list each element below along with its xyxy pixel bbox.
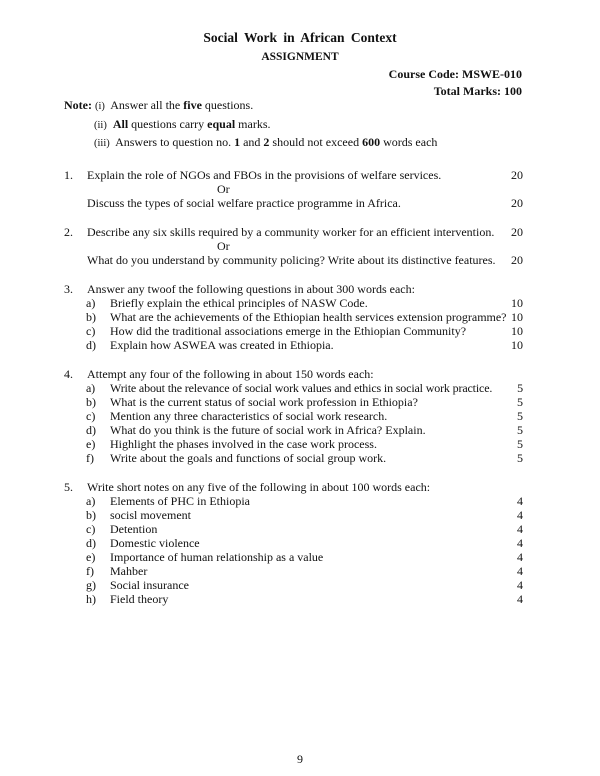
question-intro: Answer any twoof the following questions in about 300 words each: [87, 282, 415, 296]
sub-question-text: What is the current status of social work profession in Ethiopia? [110, 395, 418, 409]
sub-question-label: b) [86, 310, 96, 324]
question-2-or [0, 239, 600, 254]
note-bold: All [112, 117, 129, 131]
sub-question-label: a) [86, 381, 96, 395]
sub-question-marks: 4 [517, 508, 523, 522]
sub-question-label: a) [86, 296, 96, 310]
sub-question-label: d) [86, 536, 96, 550]
sub-question-label: b) [86, 508, 96, 522]
question-4 [0, 367, 600, 382]
sub-question-text: Write about the goals and functions of social group work. [110, 451, 387, 465]
sub-question-text: Mention any three characteristics of social work research. [110, 409, 388, 423]
sub-question-marks: 4 [517, 592, 523, 606]
question-2-alt [0, 253, 600, 268]
note-label: Note: [64, 98, 92, 112]
sub-question [0, 451, 600, 466]
question-3 [0, 282, 600, 297]
sub-question [0, 409, 600, 424]
sub-question-label: e) [86, 437, 96, 451]
note-bold: 1 [234, 135, 241, 149]
note-item-3 [94, 135, 437, 151]
note-bold: five [183, 98, 202, 112]
or-label: Or [217, 182, 230, 196]
question-5 [0, 480, 600, 495]
sub-question-text: Detention [110, 522, 158, 536]
sub-question [0, 550, 600, 565]
note-roman: (i) [94, 101, 105, 112]
course-code: Course Code: MSWE-010 [388, 67, 522, 81]
question-intro: Write short notes on any five of the following in about 100 words each: [87, 480, 431, 494]
sub-question [0, 423, 600, 438]
sub-question-label: b) [86, 395, 96, 409]
note-text: Answers to question no. [115, 135, 235, 149]
sub-question [0, 564, 600, 579]
sub-question [0, 578, 600, 593]
sub-question-text: Write about the relevance of social work values and ethics in social work practice. [110, 381, 493, 395]
sub-question-text: Field theory [110, 592, 169, 606]
question-1-alt [0, 196, 600, 211]
note-text: words each [380, 135, 438, 149]
note-bold: equal [207, 117, 236, 131]
note-text: questions carry [128, 117, 208, 131]
question-text: Explain the role of NGOs and FBOs in the provisions of welfare services. [87, 168, 442, 182]
sub-question-text: Briefly explain the ethical principles of NASW Code. [110, 296, 368, 310]
sub-question-marks: 4 [517, 494, 523, 508]
sub-question-text: Highlight the phases involved in the case work process. [110, 437, 377, 451]
sub-question-label: f) [86, 451, 94, 465]
question-number: 3. [64, 282, 73, 296]
sub-question-marks: 4 [517, 578, 523, 592]
document-title: Social Work in African Context [203, 30, 397, 45]
sub-question-label: g) [86, 578, 96, 592]
note-roman: (ii) [94, 120, 107, 131]
question-number: 1. [64, 168, 73, 182]
question-number: 2. [64, 225, 73, 239]
sub-question-label: f) [86, 564, 94, 578]
question-marks: 20 [511, 196, 523, 210]
note-text: should not exceed [269, 135, 363, 149]
note-item-2 [94, 117, 271, 133]
sub-question-label: d) [86, 423, 96, 437]
question-marks: 20 [511, 225, 523, 239]
sub-question [0, 494, 600, 509]
sub-question-marks: 5 [517, 437, 523, 451]
sub-question-label: d) [86, 338, 96, 352]
sub-question-text: socisl movement [110, 508, 191, 522]
question-number: 4. [64, 367, 73, 381]
note-bold: 2 [263, 135, 270, 149]
sub-question-text: Importance of human relationship as a value [110, 550, 324, 564]
document-subtitle: ASSIGNMENT [261, 51, 339, 63]
sub-question-marks: 10 [511, 310, 523, 324]
note-item-1 [64, 98, 253, 114]
sub-question-marks: 4 [517, 564, 523, 578]
sub-question-text: Social insurance [110, 578, 189, 592]
question-text: Describe any six skills required by a community worker for an efficient intervention. [87, 225, 495, 239]
sub-question-label: c) [86, 409, 96, 423]
sub-question-marks: 10 [511, 338, 523, 352]
question-2 [0, 225, 600, 240]
question-1-or [0, 182, 600, 197]
note-text: Answer all the [110, 98, 184, 112]
sub-question-label: h) [86, 592, 96, 606]
sub-question-marks: 5 [517, 395, 523, 409]
sub-question-marks: 5 [517, 423, 523, 437]
sub-question [0, 592, 600, 607]
sub-question-marks: 4 [517, 522, 523, 536]
sub-question [0, 310, 600, 325]
sub-question [0, 338, 600, 353]
sub-question-text: Explain how ASWEA was created in Ethiopia. [110, 338, 334, 352]
note-text: and [240, 135, 264, 149]
total-marks: Total Marks: 100 [433, 84, 522, 98]
question-text: Discuss the types of social welfare practice programme in Africa. [87, 196, 401, 210]
sub-question-marks: 4 [517, 536, 523, 550]
sub-question-marks: 10 [511, 296, 523, 310]
sub-question [0, 536, 600, 551]
note-roman: (iii) [94, 138, 110, 149]
sub-question [0, 437, 600, 452]
sub-question-text: What are the achievements of the Ethiopian health services extension programme? [110, 310, 507, 324]
sub-question-label: c) [86, 324, 96, 338]
question-intro: Attempt any four of the following in about 150 words each: [87, 367, 374, 381]
question-marks: 20 [511, 168, 523, 182]
sub-question [0, 508, 600, 523]
note-bold: 600 [362, 135, 381, 149]
sub-question-marks: 10 [511, 324, 523, 338]
sub-question [0, 395, 600, 410]
sub-question-marks: 4 [517, 550, 523, 564]
note-text: questions. [201, 98, 254, 112]
question-number: 5. [64, 480, 73, 494]
sub-question-label: c) [86, 522, 96, 536]
sub-question-label: a) [86, 494, 96, 508]
sub-question-text: Mahber [110, 564, 148, 578]
question-marks: 20 [511, 253, 523, 267]
sub-question-text: Elements of PHC in Ethiopia [110, 494, 250, 508]
sub-question-text: Domestic violence [110, 536, 200, 550]
sub-question [0, 324, 600, 339]
sub-question-text: What do you think is the future of social work in Africa? Explain. [110, 423, 426, 437]
sub-question [0, 522, 600, 537]
sub-question [0, 296, 600, 311]
sub-question-marks: 5 [517, 381, 523, 395]
note-text: marks. [235, 117, 271, 131]
sub-question-marks: 5 [517, 409, 523, 423]
sub-question [0, 381, 600, 396]
or-label: Or [217, 239, 230, 253]
question-text: What do you understand by community policing? Write about its distinctive features. [87, 253, 496, 267]
question-1 [0, 168, 600, 183]
sub-question-label: e) [86, 550, 96, 564]
sub-question-marks: 5 [517, 451, 523, 465]
page-number: 9 [297, 752, 303, 766]
sub-question-text: How did the traditional associations emerge in the Ethiopian Community? [110, 324, 467, 338]
